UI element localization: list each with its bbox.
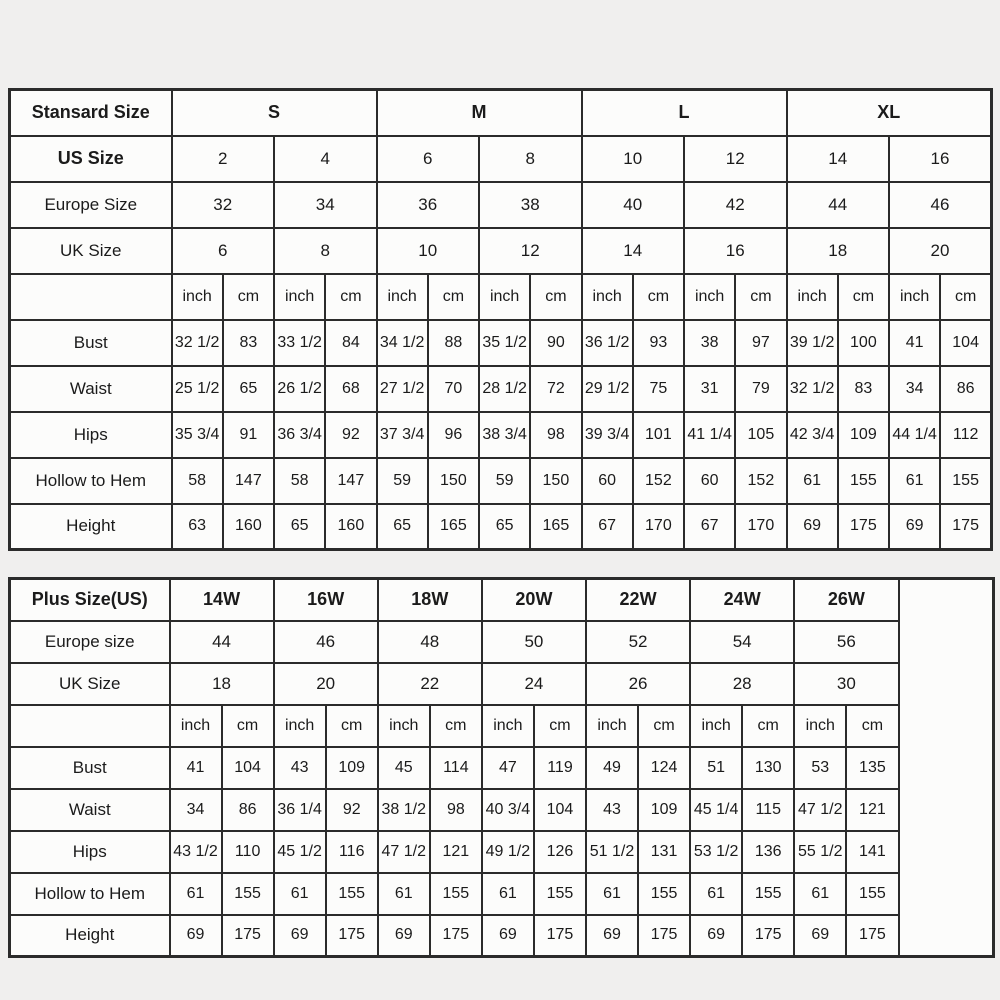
- size-value-cell: 32: [172, 182, 275, 228]
- unit-header-cell: cm: [633, 274, 684, 320]
- measurement-value-cell: 124: [638, 747, 690, 789]
- measurement-value-cell: 36 1/4: [274, 789, 326, 831]
- measurement-value-cell: 83: [223, 320, 274, 366]
- measurement-value-cell: 175: [638, 915, 690, 957]
- measurement-value-cell: 47 1/2: [794, 789, 846, 831]
- measurement-value-cell: 29 1/2: [582, 366, 633, 412]
- measurement-value-cell: 61: [586, 873, 638, 915]
- size-value-cell: 30: [794, 663, 898, 705]
- unit-header-cell: inch: [274, 705, 326, 747]
- measurement-value-cell: 130: [742, 747, 794, 789]
- size-value-cell: 6: [172, 228, 275, 274]
- unit-header-cell: cm: [838, 274, 889, 320]
- unit-header-cell: cm: [222, 705, 274, 747]
- measurement-value-cell: 105: [735, 412, 786, 458]
- row-label-cell: UK Size: [10, 663, 170, 705]
- size-value-cell: 16: [889, 136, 992, 182]
- measurement-value-cell: 152: [735, 458, 786, 504]
- measurement-value-cell: 65: [377, 504, 428, 550]
- unit-header-cell: inch: [274, 274, 325, 320]
- measurement-value-cell: 31: [684, 366, 735, 412]
- measurement-value-cell: 40 3/4: [482, 789, 534, 831]
- measurement-value-cell: 41 1/4: [684, 412, 735, 458]
- size-value-cell: 56: [794, 621, 898, 663]
- size-group-cell: 26W: [794, 579, 898, 621]
- measurement-value-cell: 98: [530, 412, 581, 458]
- measurement-value-cell: 53: [794, 747, 846, 789]
- unit-header-cell: cm: [325, 274, 376, 320]
- measurement-value-cell: 69: [889, 504, 940, 550]
- size-value-cell: 24: [482, 663, 586, 705]
- measurement-value-cell: 109: [326, 747, 378, 789]
- unit-header-cell: cm: [430, 705, 482, 747]
- measurement-value-cell: 93: [633, 320, 684, 366]
- measurement-value-cell: 45 1/2: [274, 831, 326, 873]
- table-row: [10, 504, 992, 550]
- measurement-value-cell: 49 1/2: [482, 831, 534, 873]
- measurement-value-cell: 69: [586, 915, 638, 957]
- measurement-value-cell: 61: [889, 458, 940, 504]
- measurement-value-cell: 65: [223, 366, 274, 412]
- plus-size-table: [8, 577, 995, 958]
- size-value-cell: 48: [378, 621, 482, 663]
- row-label-cell: Waist: [10, 789, 170, 831]
- measurement-value-cell: 131: [638, 831, 690, 873]
- measurement-value-cell: 43: [586, 789, 638, 831]
- measurement-value-cell: 155: [534, 873, 586, 915]
- size-group-cell: XL: [787, 90, 992, 136]
- size-group-cell: 24W: [690, 579, 794, 621]
- measurement-value-cell: 69: [482, 915, 534, 957]
- unit-header-cell: cm: [428, 274, 479, 320]
- table-row: [10, 458, 992, 504]
- measurement-value-cell: 61: [378, 873, 430, 915]
- measurement-value-cell: 60: [684, 458, 735, 504]
- measurement-value-cell: 58: [172, 458, 223, 504]
- measurement-value-cell: 42 3/4: [787, 412, 838, 458]
- measurement-value-cell: 32 1/2: [172, 320, 223, 366]
- measurement-value-cell: 147: [325, 458, 376, 504]
- measurement-value-cell: 90: [530, 320, 581, 366]
- measurement-value-cell: 91: [223, 412, 274, 458]
- measurement-value-cell: 155: [940, 458, 991, 504]
- size-value-cell: 18: [787, 228, 890, 274]
- measurement-value-cell: 63: [172, 504, 223, 550]
- measurement-value-cell: 45: [378, 747, 430, 789]
- measurement-value-cell: 28 1/2: [479, 366, 530, 412]
- measurement-value-cell: 96: [428, 412, 479, 458]
- table-row: [10, 136, 992, 182]
- measurement-value-cell: 84: [325, 320, 376, 366]
- size-group-cell: L: [582, 90, 787, 136]
- row-label-cell: Bust: [10, 320, 172, 366]
- measurement-value-cell: 51 1/2: [586, 831, 638, 873]
- measurement-value-cell: 75: [633, 366, 684, 412]
- size-group-cell: 22W: [586, 579, 690, 621]
- measurement-value-cell: 175: [222, 915, 274, 957]
- measurement-value-cell: 109: [638, 789, 690, 831]
- size-value-cell: 38: [479, 182, 582, 228]
- size-value-cell: 10: [582, 136, 685, 182]
- measurement-value-cell: 59: [377, 458, 428, 504]
- size-value-cell: 18: [170, 663, 274, 705]
- measurement-value-cell: 35 1/2: [479, 320, 530, 366]
- measurement-value-cell: 160: [325, 504, 376, 550]
- measurement-value-cell: 136: [742, 831, 794, 873]
- measurement-value-cell: 175: [940, 504, 991, 550]
- row-label-cell: Hollow to Hem: [10, 458, 172, 504]
- measurement-value-cell: 33 1/2: [274, 320, 325, 366]
- corner-label-cell: Plus Size(US): [10, 579, 170, 621]
- measurement-value-cell: 32 1/2: [787, 366, 838, 412]
- size-value-cell: 50: [482, 621, 586, 663]
- corner-label-cell: Stansard Size: [10, 90, 172, 136]
- measurement-value-cell: 47 1/2: [378, 831, 430, 873]
- measurement-value-cell: 27 1/2: [377, 366, 428, 412]
- measurement-value-cell: 175: [534, 915, 586, 957]
- size-value-cell: 12: [684, 136, 787, 182]
- table-row: [10, 789, 994, 831]
- measurement-value-cell: 61: [787, 458, 838, 504]
- measurement-value-cell: 165: [428, 504, 479, 550]
- measurement-value-cell: 170: [633, 504, 684, 550]
- unit-header-cell: inch: [690, 705, 742, 747]
- measurement-value-cell: 35 3/4: [172, 412, 223, 458]
- unit-header-cell: inch: [684, 274, 735, 320]
- measurement-value-cell: 61: [690, 873, 742, 915]
- measurement-value-cell: 152: [633, 458, 684, 504]
- measurement-value-cell: 26 1/2: [274, 366, 325, 412]
- row-label-cell: Hips: [10, 412, 172, 458]
- size-group-cell: 16W: [274, 579, 378, 621]
- measurement-value-cell: 126: [534, 831, 586, 873]
- measurement-value-cell: 61: [274, 873, 326, 915]
- table-row: [10, 705, 994, 747]
- measurement-value-cell: 155: [326, 873, 378, 915]
- measurement-value-cell: 38 3/4: [479, 412, 530, 458]
- measurement-value-cell: 69: [274, 915, 326, 957]
- measurement-value-cell: 43: [274, 747, 326, 789]
- measurement-value-cell: 165: [530, 504, 581, 550]
- unit-header-cell: inch: [378, 705, 430, 747]
- size-value-cell: 10: [377, 228, 480, 274]
- unit-header-cell: cm: [326, 705, 378, 747]
- measurement-value-cell: 155: [846, 873, 898, 915]
- size-value-cell: 46: [889, 182, 992, 228]
- measurement-value-cell: 68: [325, 366, 376, 412]
- table-row: [10, 412, 992, 458]
- measurement-value-cell: 65: [479, 504, 530, 550]
- measurement-value-cell: 39 3/4: [582, 412, 633, 458]
- size-group-cell: 20W: [482, 579, 586, 621]
- measurement-value-cell: 39 1/2: [787, 320, 838, 366]
- size-value-cell: 44: [170, 621, 274, 663]
- measurement-value-cell: 104: [534, 789, 586, 831]
- size-group-cell: 18W: [378, 579, 482, 621]
- unit-header-cell: inch: [377, 274, 428, 320]
- measurement-value-cell: 86: [222, 789, 274, 831]
- measurement-value-cell: 109: [838, 412, 889, 458]
- row-label-cell: US Size: [10, 136, 172, 182]
- measurement-value-cell: 55 1/2: [794, 831, 846, 873]
- size-value-cell: 42: [684, 182, 787, 228]
- measurement-value-cell: 59: [479, 458, 530, 504]
- table-row: [10, 621, 994, 663]
- table-row: [10, 320, 992, 366]
- size-value-cell: 46: [274, 621, 378, 663]
- measurement-value-cell: 45 1/4: [690, 789, 742, 831]
- size-value-cell: 36: [377, 182, 480, 228]
- size-value-cell: 14: [787, 136, 890, 182]
- measurement-value-cell: 170: [735, 504, 786, 550]
- measurement-value-cell: 112: [940, 412, 991, 458]
- measurement-value-cell: 175: [326, 915, 378, 957]
- row-label-cell: Bust: [10, 747, 170, 789]
- size-value-cell: 2: [172, 136, 275, 182]
- measurement-value-cell: 135: [846, 747, 898, 789]
- measurement-value-cell: 175: [430, 915, 482, 957]
- unit-header-cell: cm: [223, 274, 274, 320]
- measurement-value-cell: 69: [378, 915, 430, 957]
- table-row: [10, 663, 994, 705]
- measurement-value-cell: 41: [889, 320, 940, 366]
- measurement-value-cell: 36 1/2: [582, 320, 633, 366]
- unit-header-cell: cm: [534, 705, 586, 747]
- measurement-value-cell: 83: [838, 366, 889, 412]
- size-value-cell: 20: [889, 228, 992, 274]
- measurement-value-cell: 38: [684, 320, 735, 366]
- row-label-cell: UK Size: [10, 228, 172, 274]
- measurement-value-cell: 53 1/2: [690, 831, 742, 873]
- unit-header-cell: cm: [735, 274, 786, 320]
- measurement-value-cell: 115: [742, 789, 794, 831]
- measurement-value-cell: 101: [633, 412, 684, 458]
- unit-header-cell: inch: [170, 705, 222, 747]
- measurement-value-cell: 69: [170, 915, 222, 957]
- row-label-cell: [10, 705, 170, 747]
- unit-header-cell: cm: [742, 705, 794, 747]
- table-row: [10, 274, 992, 320]
- measurement-value-cell: 150: [428, 458, 479, 504]
- measurement-value-cell: 147: [223, 458, 274, 504]
- measurement-value-cell: 100: [838, 320, 889, 366]
- measurement-value-cell: 36 3/4: [274, 412, 325, 458]
- measurement-value-cell: 72: [530, 366, 581, 412]
- table-row: [10, 747, 994, 789]
- measurement-value-cell: 175: [742, 915, 794, 957]
- measurement-value-cell: 116: [326, 831, 378, 873]
- measurement-value-cell: 155: [638, 873, 690, 915]
- size-value-cell: 40: [582, 182, 685, 228]
- size-value-cell: 6: [377, 136, 480, 182]
- row-label-cell: Hollow to Hem: [10, 873, 170, 915]
- size-value-cell: 44: [787, 182, 890, 228]
- unit-header-cell: inch: [787, 274, 838, 320]
- measurement-value-cell: 49: [586, 747, 638, 789]
- standard-size-table: [8, 88, 993, 551]
- measurement-value-cell: 61: [170, 873, 222, 915]
- table-row: [10, 873, 994, 915]
- measurement-value-cell: 34: [889, 366, 940, 412]
- measurement-value-cell: 61: [794, 873, 846, 915]
- table-row: [10, 90, 992, 136]
- measurement-value-cell: 160: [223, 504, 274, 550]
- measurement-value-cell: 155: [430, 873, 482, 915]
- size-value-cell: 16: [684, 228, 787, 274]
- measurement-value-cell: 58: [274, 458, 325, 504]
- unit-header-cell: inch: [794, 705, 846, 747]
- measurement-value-cell: 79: [735, 366, 786, 412]
- measurement-value-cell: 110: [222, 831, 274, 873]
- size-value-cell: 14: [582, 228, 685, 274]
- measurement-value-cell: 51: [690, 747, 742, 789]
- measurement-value-cell: 97: [735, 320, 786, 366]
- measurement-value-cell: 37 3/4: [377, 412, 428, 458]
- unit-header-cell: cm: [940, 274, 991, 320]
- size-group-cell: M: [377, 90, 582, 136]
- row-label-cell: Waist: [10, 366, 172, 412]
- measurement-value-cell: 34 1/2: [377, 320, 428, 366]
- size-value-cell: 34: [274, 182, 377, 228]
- measurement-value-cell: 104: [940, 320, 991, 366]
- measurement-value-cell: 150: [530, 458, 581, 504]
- measurement-value-cell: 104: [222, 747, 274, 789]
- measurement-value-cell: 121: [430, 831, 482, 873]
- measurement-value-cell: 98: [430, 789, 482, 831]
- unit-header-cell: inch: [482, 705, 534, 747]
- measurement-value-cell: 175: [838, 504, 889, 550]
- measurement-value-cell: 60: [582, 458, 633, 504]
- table-row: [10, 915, 994, 957]
- row-label-cell: Height: [10, 915, 170, 957]
- size-value-cell: 22: [378, 663, 482, 705]
- measurement-value-cell: 92: [326, 789, 378, 831]
- row-label-cell: Europe size: [10, 621, 170, 663]
- measurement-value-cell: 69: [794, 915, 846, 957]
- unit-header-cell: inch: [172, 274, 223, 320]
- table-row: [10, 228, 992, 274]
- unit-header-cell: cm: [846, 705, 898, 747]
- measurement-value-cell: 41: [170, 747, 222, 789]
- table-row: [10, 182, 992, 228]
- unit-header-cell: inch: [586, 705, 638, 747]
- size-group-cell: S: [172, 90, 377, 136]
- measurement-value-cell: 121: [846, 789, 898, 831]
- measurement-value-cell: 175: [846, 915, 898, 957]
- table-row: [10, 831, 994, 873]
- empty-column-cell: [899, 579, 994, 957]
- measurement-value-cell: 69: [787, 504, 838, 550]
- unit-header-cell: cm: [638, 705, 690, 747]
- measurement-value-cell: 67: [684, 504, 735, 550]
- row-label-cell: Hips: [10, 831, 170, 873]
- measurement-value-cell: 25 1/2: [172, 366, 223, 412]
- measurement-value-cell: 155: [838, 458, 889, 504]
- measurement-value-cell: 47: [482, 747, 534, 789]
- measurement-value-cell: 65: [274, 504, 325, 550]
- measurement-value-cell: 88: [428, 320, 479, 366]
- unit-header-cell: inch: [889, 274, 940, 320]
- measurement-value-cell: 119: [534, 747, 586, 789]
- size-value-cell: 54: [690, 621, 794, 663]
- measurement-value-cell: 69: [690, 915, 742, 957]
- size-value-cell: 8: [274, 228, 377, 274]
- measurement-value-cell: 44 1/4: [889, 412, 940, 458]
- measurement-value-cell: 92: [325, 412, 376, 458]
- measurement-value-cell: 43 1/2: [170, 831, 222, 873]
- size-value-cell: 8: [479, 136, 582, 182]
- measurement-value-cell: 70: [428, 366, 479, 412]
- row-label-cell: [10, 274, 172, 320]
- measurement-value-cell: 141: [846, 831, 898, 873]
- measurement-value-cell: 155: [742, 873, 794, 915]
- table-row: [10, 366, 992, 412]
- size-value-cell: 52: [586, 621, 690, 663]
- size-value-cell: 28: [690, 663, 794, 705]
- unit-header-cell: inch: [582, 274, 633, 320]
- row-label-cell: Height: [10, 504, 172, 550]
- measurement-value-cell: 38 1/2: [378, 789, 430, 831]
- measurement-value-cell: 86: [940, 366, 991, 412]
- measurement-value-cell: 114: [430, 747, 482, 789]
- unit-header-cell: inch: [479, 274, 530, 320]
- size-value-cell: 26: [586, 663, 690, 705]
- table-row: [10, 579, 994, 621]
- measurement-value-cell: 155: [222, 873, 274, 915]
- size-value-cell: 12: [479, 228, 582, 274]
- size-group-cell: 14W: [170, 579, 274, 621]
- size-value-cell: 4: [274, 136, 377, 182]
- row-label-cell: Europe Size: [10, 182, 172, 228]
- measurement-value-cell: 34: [170, 789, 222, 831]
- size-value-cell: 20: [274, 663, 378, 705]
- unit-header-cell: cm: [530, 274, 581, 320]
- measurement-value-cell: 67: [582, 504, 633, 550]
- measurement-value-cell: 61: [482, 873, 534, 915]
